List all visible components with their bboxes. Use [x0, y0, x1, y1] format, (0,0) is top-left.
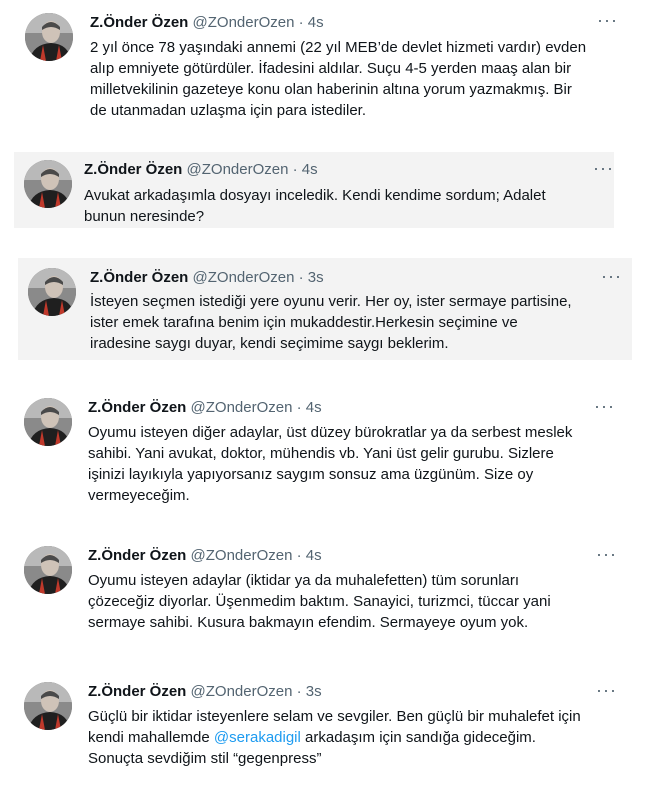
author-name[interactable]: Z.Önder Özen — [88, 547, 187, 564]
tweet-timestamp[interactable]: 3s — [305, 683, 322, 700]
author-handle[interactable]: @ZOnderOzen — [192, 269, 295, 286]
tweet-text: İsteyen seçmen istediği yere oyunu verir. Her oy, ister sermaye partisine, ister emek tarafına benim için mukaddestir.Herkesin seçimine ve iradesine saygı duyar, kendi seçimime saygı beklerim. — [90, 293, 572, 352]
tweet-timestamp[interactable]: 4s — [307, 14, 324, 31]
tweet-text: Oyumu isteyen adaylar (iktidar ya da muhalefetten) tüm sorunları çözeceğiz diyorlar. Üşenmedim baktım. Sanayici, turizmci, tüccar yani sermaye sahibi. Kusura bakmayın efendim. Sermayeye oyum yok. — [88, 572, 551, 631]
tweet-2[interactable] — [14, 152, 614, 228]
tweet-text: 2 yıl önce 78 yaşındaki annemi (22 yıl MEB’de devlet hizmeti vardır) evden alıp emniyete götürdüler. İfadesini aldılar. Suçu 4-5 yerden maaş alan bir milletvekilinin gazeteye konu olan haberinin altına yorum yazmakmış. Bir de utanmadan uzlaşma için para istediler. — [90, 39, 587, 119]
tweet-text — [88, 706, 640, 769]
tweet-text: Avukat arkadaşımla dosyayı inceledik. Kendi kendime sordum; Adalet bunun neresinde? — [84, 187, 546, 225]
author-handle[interactable]: @ZOnderOzen — [190, 547, 293, 564]
avatar[interactable] — [24, 160, 72, 208]
tweet-timestamp[interactable]: 4s — [305, 547, 322, 564]
separator-dot: · — [296, 399, 302, 416]
separator-dot: · — [298, 14, 304, 31]
more-options-icon[interactable]: ··· — [596, 680, 617, 700]
tweet-5[interactable] — [0, 538, 650, 643]
tweet-timestamp[interactable]: 4s — [301, 161, 318, 178]
avatar[interactable] — [24, 682, 72, 730]
avatar-image — [25, 13, 73, 61]
tweet-header — [90, 268, 324, 288]
tweet-3[interactable] — [18, 258, 632, 360]
tweet-text: Oyumu isteyen diğer adaylar, üst düzey bürokratlar ya da serbest meslek sahibi. Yani avukat, doktor, mühendis vb. Yani üst gelir gurubu. Sizlere işinizi layıkıyla yapıyorsanız saygım sonsuz ama üzgünüm. Size oy vermeyeceğim. — [88, 424, 573, 504]
avatar[interactable] — [28, 268, 76, 316]
author-handle[interactable]: @ZOnderOzen — [192, 14, 295, 31]
author-name[interactable]: Z.Önder Özen — [84, 161, 183, 178]
author-name[interactable]: Z.Önder Özen — [90, 269, 189, 286]
author-handle[interactable]: @ZOnderOzen — [186, 161, 289, 178]
separator-dot: · — [296, 683, 302, 700]
tweet-text-part: arkadaşım için sandığa gideceğim. Sonuçta sevdiğim stil “gegenpress” — [88, 729, 536, 767]
tweet-header — [88, 682, 322, 702]
avatar-image — [28, 268, 76, 316]
tweet-header — [84, 160, 318, 180]
more-options-icon[interactable]: ··· — [597, 10, 618, 30]
more-options-icon[interactable]: ··· — [596, 544, 617, 564]
avatar[interactable] — [24, 546, 72, 594]
tweet-timestamp[interactable]: 3s — [307, 269, 324, 286]
more-options-icon[interactable]: ··· — [601, 266, 622, 286]
more-options-icon[interactable]: ··· — [594, 396, 615, 416]
tweet-header — [88, 398, 322, 418]
tweet-6[interactable] — [0, 674, 650, 784]
author-handle[interactable]: @ZOnderOzen — [190, 683, 293, 700]
avatar[interactable] — [24, 398, 72, 446]
tweet-4[interactable] — [0, 390, 650, 515]
separator-dot: · — [292, 161, 298, 178]
avatar[interactable] — [25, 13, 73, 61]
author-handle[interactable]: @ZOnderOzen — [190, 399, 293, 416]
avatar-image — [24, 546, 72, 594]
more-options-icon[interactable]: ··· — [593, 158, 614, 178]
avatar-image — [24, 398, 72, 446]
separator-dot: · — [298, 269, 304, 286]
avatar-image — [24, 682, 72, 730]
tweet-header — [90, 13, 324, 33]
author-name[interactable]: Z.Önder Özen — [88, 399, 187, 416]
author-name[interactable]: Z.Önder Özen — [90, 14, 189, 31]
tweet-text-part: Güçlü bir iktidar isteyenlere selam ve sevgiler. Ben güçlü bir muhalefet için kendi mahallemde — [88, 708, 581, 746]
author-name[interactable]: Z.Önder Özen — [88, 683, 187, 700]
avatar-image — [24, 160, 72, 208]
tweet-timestamp[interactable]: 4s — [305, 399, 322, 416]
tweet-1[interactable] — [0, 0, 650, 140]
tweet-header — [88, 546, 322, 566]
separator-dot: · — [296, 547, 302, 564]
mention-link[interactable]: @serakadigil — [213, 729, 301, 746]
